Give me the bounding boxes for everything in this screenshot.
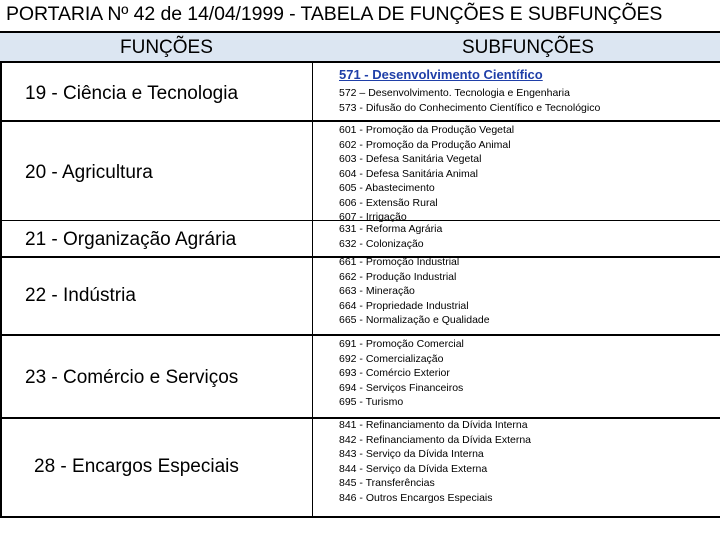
- functions-table: [0, 63, 720, 518]
- subfuncoes-cell: [339, 123, 514, 225]
- page-title: PORTARIA Nº 42 de 14/04/1999 - TABELA DE FUNÇÕES E SUBFUNÇÕES: [6, 3, 663, 25]
- subfuncao-item: 662 - Produção Industrial: [339, 270, 457, 283]
- subfuncao-item: 661 - Promoção Industrial: [339, 256, 460, 268]
- column-divider: [312, 221, 313, 256]
- funcao-cell: 23 - Comércio e Serviços: [25, 367, 239, 388]
- subfuncao-item: 693 - Comércio Exterior: [339, 367, 450, 379]
- subfuncao-item: 631 - Reforma Agrária: [339, 223, 443, 235]
- left-border: [0, 336, 2, 417]
- subfuncao-item: 663 - Mineração: [339, 285, 415, 297]
- table-row: [0, 419, 720, 518]
- subfuncao-item: 573 - Difusão do Conhecimento Científico e Tecnológico: [339, 101, 601, 114]
- subfuncao-item: 606 - Extensão Rural: [339, 196, 438, 209]
- header-funcoes: FUNÇÕES: [120, 37, 213, 58]
- subfuncoes-cell: [339, 337, 464, 410]
- table-row: [0, 63, 720, 122]
- funcao-cell: 21 - Organização Agrária: [25, 229, 237, 250]
- subfuncao-item-highlight: 571 - Desenvolvimento Científico: [339, 67, 543, 82]
- column-divider: [312, 419, 313, 516]
- table-row: [0, 258, 720, 336]
- subfuncao-item: 844 - Serviço da Dívida Externa: [339, 462, 488, 475]
- column-divider: [312, 336, 313, 417]
- funcao-cell: 19 - Ciência e Tecnologia: [25, 83, 239, 104]
- subfuncoes-cell: [339, 222, 442, 251]
- subfuncao-item: 605 - Abastecimento: [339, 182, 435, 194]
- subfuncao-item: 604 - Defesa Sanitária Animal: [339, 167, 478, 180]
- left-border: [0, 63, 2, 120]
- column-divider: [312, 122, 313, 220]
- subfuncao-item: 664 - Propriedade Industrial: [339, 299, 469, 312]
- subfuncao-item: 695 - Turismo: [339, 396, 404, 408]
- subfuncao-item: 692 - Comercialização: [339, 352, 444, 365]
- funcao-cell: 22 - Indústria: [25, 285, 136, 306]
- subfuncao-item: 665 - Normalização e Qualidade: [339, 314, 490, 326]
- left-border: [0, 122, 2, 220]
- subfuncoes-cell: [339, 67, 600, 115]
- subfuncao-item: 603 - Defesa Sanitária Vegetal: [339, 153, 482, 165]
- subfuncao-item: 572 – Desenvolvimento. Tecnologia e Engenharia: [339, 87, 570, 99]
- subfuncao-item: 846 - Outros Encargos Especiais: [339, 491, 493, 504]
- subfuncao-item: 843 - Serviço da Dívida Interna: [339, 448, 484, 460]
- column-divider: [312, 63, 313, 120]
- subfuncao-item: 607 - Irrigação: [339, 211, 407, 223]
- left-border: [0, 258, 2, 334]
- table-row: [0, 336, 720, 419]
- subfuncao-item: 691 - Promoção Comercial: [339, 338, 464, 350]
- header-subfuncoes: SUBFUNÇÕES: [462, 37, 594, 58]
- subfuncao-item: 602 - Promoção da Produção Animal: [339, 138, 511, 151]
- funcao-cell: 20 - Agricultura: [25, 162, 153, 183]
- title-bar: [0, 0, 720, 33]
- left-border: [0, 419, 2, 516]
- subfuncao-item: 601 - Promoção da Produção Vegetal: [339, 124, 515, 136]
- table-row: [0, 122, 720, 221]
- subfuncao-item: 845 - Transferências: [339, 477, 435, 489]
- funcao-cell: 28 - Encargos Especiais: [34, 456, 239, 477]
- table-row: [0, 221, 720, 258]
- left-border: [0, 221, 2, 256]
- subfuncao-item: 632 - Colonização: [339, 237, 424, 250]
- subfuncoes-cell: [339, 255, 490, 328]
- table-header: [0, 33, 720, 63]
- subfuncoes-cell: [339, 418, 531, 505]
- subfuncao-item: 842 - Refinanciamento da Dívida Externa: [339, 433, 532, 446]
- subfuncao-item: 841 - Refinanciamento da Dívida Interna: [339, 419, 528, 431]
- column-divider: [312, 258, 313, 334]
- subfuncao-item: 694 - Serviços Financeiros: [339, 381, 464, 394]
